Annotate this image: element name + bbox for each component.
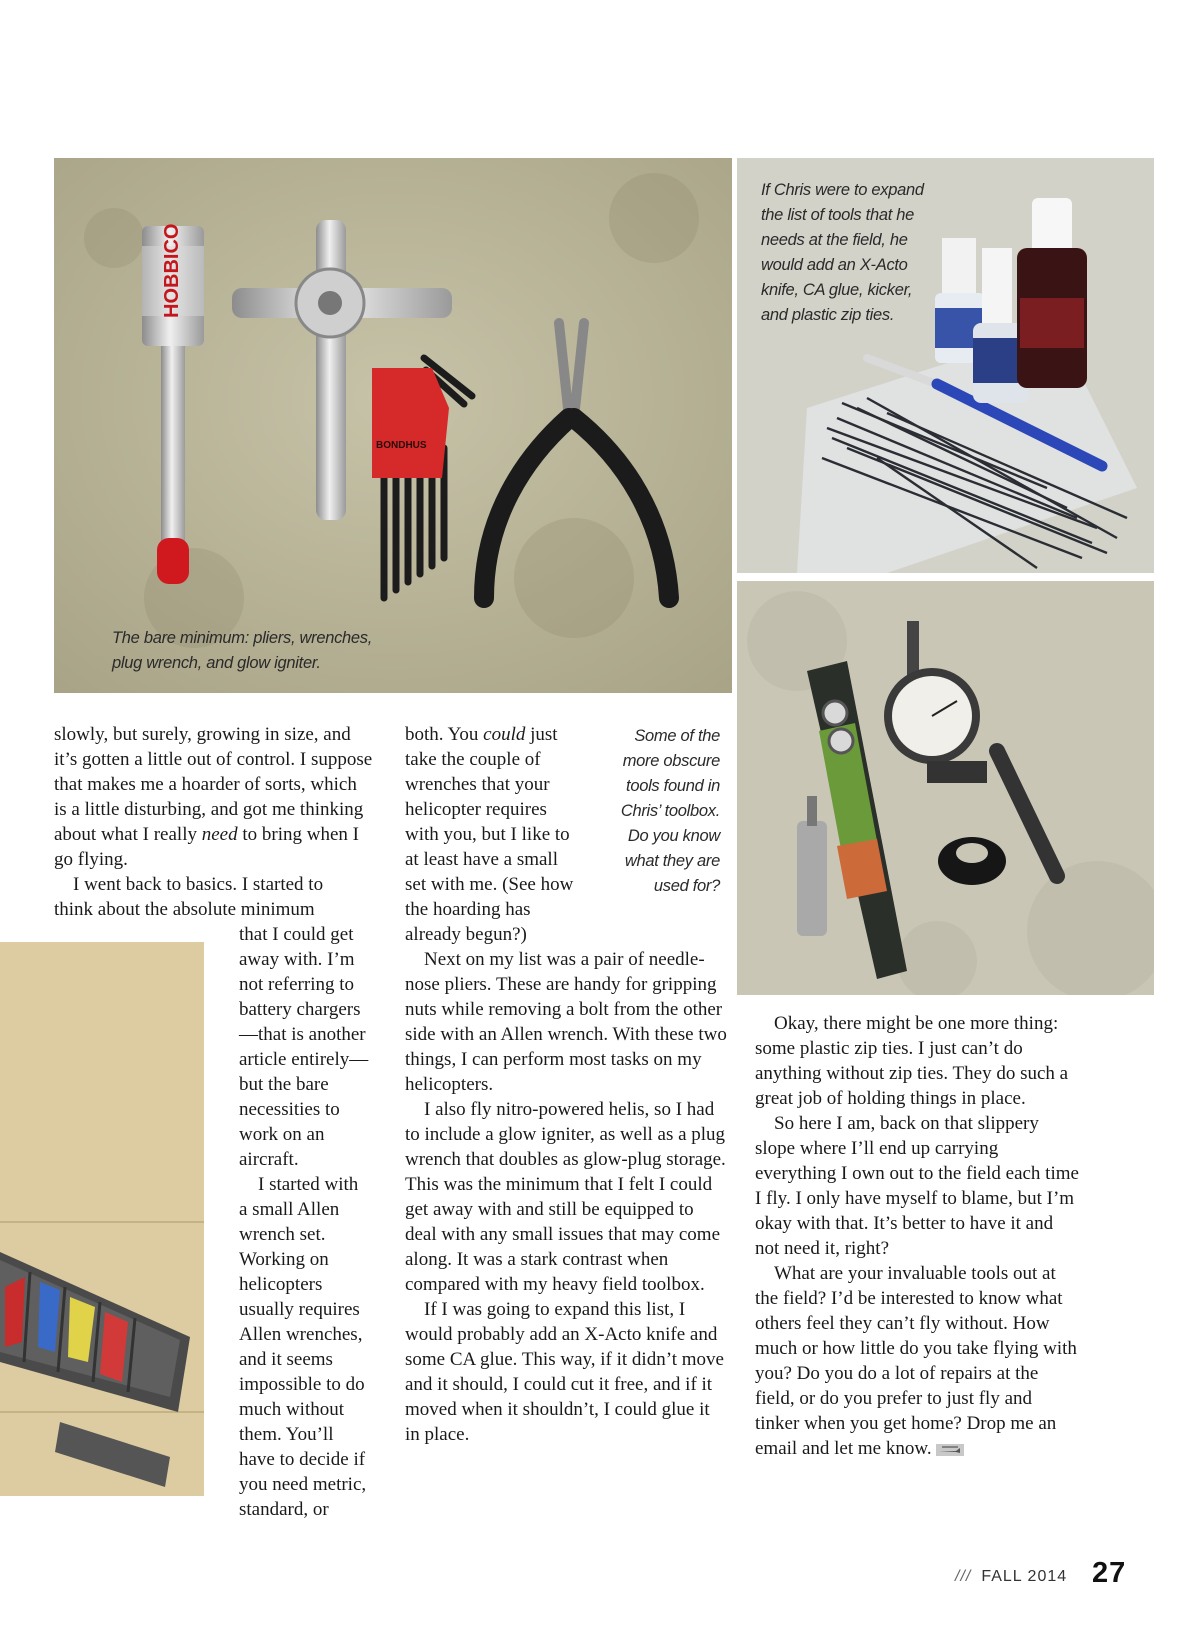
photo-obscure-tools xyxy=(737,581,1154,995)
issue-label: FALL 2014 xyxy=(981,1568,1068,1585)
paragraph: Okay, there might be one more thing: some plastic zip ties. I just can’t do anything without zip ties. They do such a great job of holding things in place. xyxy=(755,1013,1069,1109)
svg-text:BONDHUS: BONDHUS xyxy=(376,440,427,451)
article-column-2 xyxy=(405,722,727,1447)
paragraph-wrapped: I started with a small Allen wrench set. Working on helicopters usually requires Allen wrenches, and it seems impossible to do much without them. You’ll have to decide if you need metric, standard, or xyxy=(239,1174,367,1520)
paragraph: both. You could just take the couple of wrenches that your helicopter requires with you, but I like to at least have a small set with me. (See how the hoarding has already begun?) xyxy=(405,724,574,945)
paragraph: So here I am, back on that slippery slope where I’ll end up carrying everything I own out to the field each time I fly. I only have myself to blame, but I’m okay with that. It’s better to have it and not need it, right? xyxy=(755,1113,1079,1259)
photo-caption-bare-minimum: The bare minimum: pliers, wrenches, plug wrench, and glow igniter. xyxy=(112,629,373,672)
page-number: 27 xyxy=(1092,1557,1127,1589)
photo-caption-obscure: Some of the more obscure tools found in Chris’ toolbox. Do you know what they are used for? xyxy=(620,727,720,895)
paragraph: Next on my list was a pair of needle-nose pliers. These are handy for gripping nuts while removing a bolt from the other side with an Allen wrench. With these two things, I can perform most tasks on my helicopters. xyxy=(405,949,727,1095)
article-column-1 xyxy=(54,722,374,1522)
svg-text:HOBBICO: HOBBICO xyxy=(161,223,183,318)
photo-caption-glue: If Chris were to expand the list of tools that he needs at the field, he would add an X-Acto knife, CA glue, kicker, and plastic zip ties. xyxy=(761,181,924,324)
bearing-ring-icon xyxy=(938,837,1006,885)
paragraph: slowly, but surely, growing in size, and it’s gotten a little out of control. I suppose that makes me a hoarder of sorts, which is a little disturbing, and got me thinking about what I really need to bring when I go flying. xyxy=(54,724,373,870)
photo-glue-and-zip-ties xyxy=(737,158,1154,573)
article-column-3 xyxy=(755,1011,1080,1461)
end-mark-helicopter-icon xyxy=(936,1444,964,1456)
paragraph: I went back to basics. I started to think about the absolute minimum xyxy=(54,874,324,920)
paragraph: I also fly nitro-powered helis, so I had to include a glow igniter, as well as a plug wrench that doubles as glow-plug storage. This was the minimum that I felt I could get away with and still be equipped to deal with any small issues that may come along. It was a stark contrast when compared with my heavy field toolbox. xyxy=(405,1099,726,1295)
footer-slashes: /// xyxy=(955,1568,972,1585)
page-footer xyxy=(955,1568,1067,1586)
photo-bare-minimum-tools xyxy=(54,158,732,693)
paragraph: If I was going to expand this list, I would probably add an X-Acto knife and some CA glue. This way, if it didn’t move and it should, I could cut it free, and if it moved when it shouldn’t, I could glue it in place. xyxy=(405,1299,724,1445)
paragraph-wrapped: that I could get away with. I’m not referring to battery chargers—that is another article entirely—but the bare necessities to work on an aircraft. xyxy=(239,924,369,1170)
paragraph: What are your invaluable tools out at the field? I’d be interested to know what others feel they can’t fly without. How much or how little do you take flying with you? Do you do a lot of repairs at the field, or do you prefer to just fly and tinker when you get home? Drop me an email and let me know. xyxy=(755,1263,1077,1459)
